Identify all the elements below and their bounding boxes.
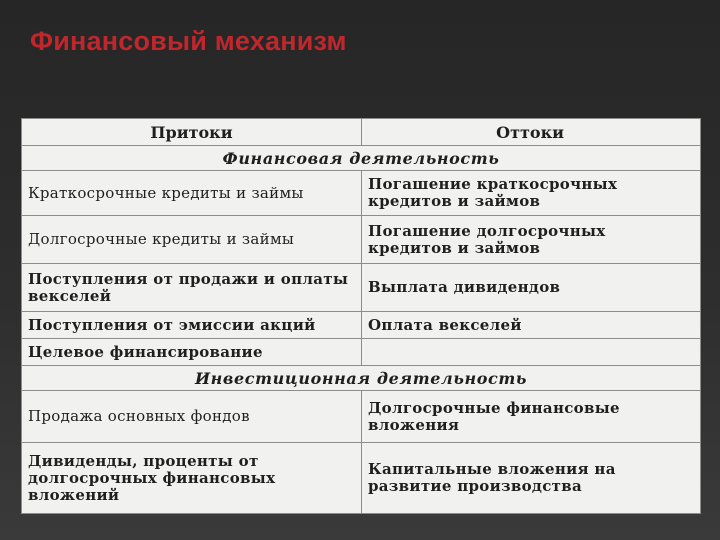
table-row <box>22 216 701 264</box>
outflow-cell: Выплата дивидендов <box>362 264 701 312</box>
table-row <box>22 339 701 366</box>
table-row <box>22 264 701 312</box>
section-row-financial <box>22 146 701 171</box>
outflow-cell: Капитальные вложения на развитие производства <box>362 443 701 514</box>
table-row <box>22 312 701 339</box>
inflow-cell: Продажа основных фондов <box>22 391 362 443</box>
outflow-cell: Погашение краткосрочных кредитов и займов <box>362 171 701 216</box>
inflow-cell: Дивиденды, проценты от долгосрочных финансовых вложений <box>22 443 362 514</box>
outflow-cell: Погашение долгосрочных кредитов и займов <box>362 216 701 264</box>
section-title-investment: Инвестиционная деятельность <box>22 366 701 391</box>
header-row <box>22 119 701 146</box>
inflow-cell: Поступления от эмиссии акций <box>22 312 362 339</box>
inflow-cell: Краткосрочные кредиты и займы <box>22 171 362 216</box>
cash-flow-table-container <box>21 118 701 513</box>
inflow-cell: Долгосрочные кредиты и займы <box>22 216 362 264</box>
outflow-cell: Оплата векселей <box>362 312 701 339</box>
inflow-cell: Целевое финансирование <box>22 339 362 366</box>
table-row <box>22 391 701 443</box>
header-outflows: Оттоки <box>362 119 701 146</box>
table-row <box>22 443 701 514</box>
outflow-cell <box>362 339 701 366</box>
header-inflows: Притоки <box>22 119 362 146</box>
section-title-financial: Финансовая деятельность <box>22 146 701 171</box>
section-row-investment <box>22 366 701 391</box>
cash-flow-table <box>21 118 701 514</box>
inflow-cell: Поступления от продажи и оплаты векселей <box>22 264 362 312</box>
slide-title: Финансовый механизм <box>30 26 347 56</box>
outflow-cell: Долгосрочные финансовые вложения <box>362 391 701 443</box>
table-row <box>22 171 701 216</box>
